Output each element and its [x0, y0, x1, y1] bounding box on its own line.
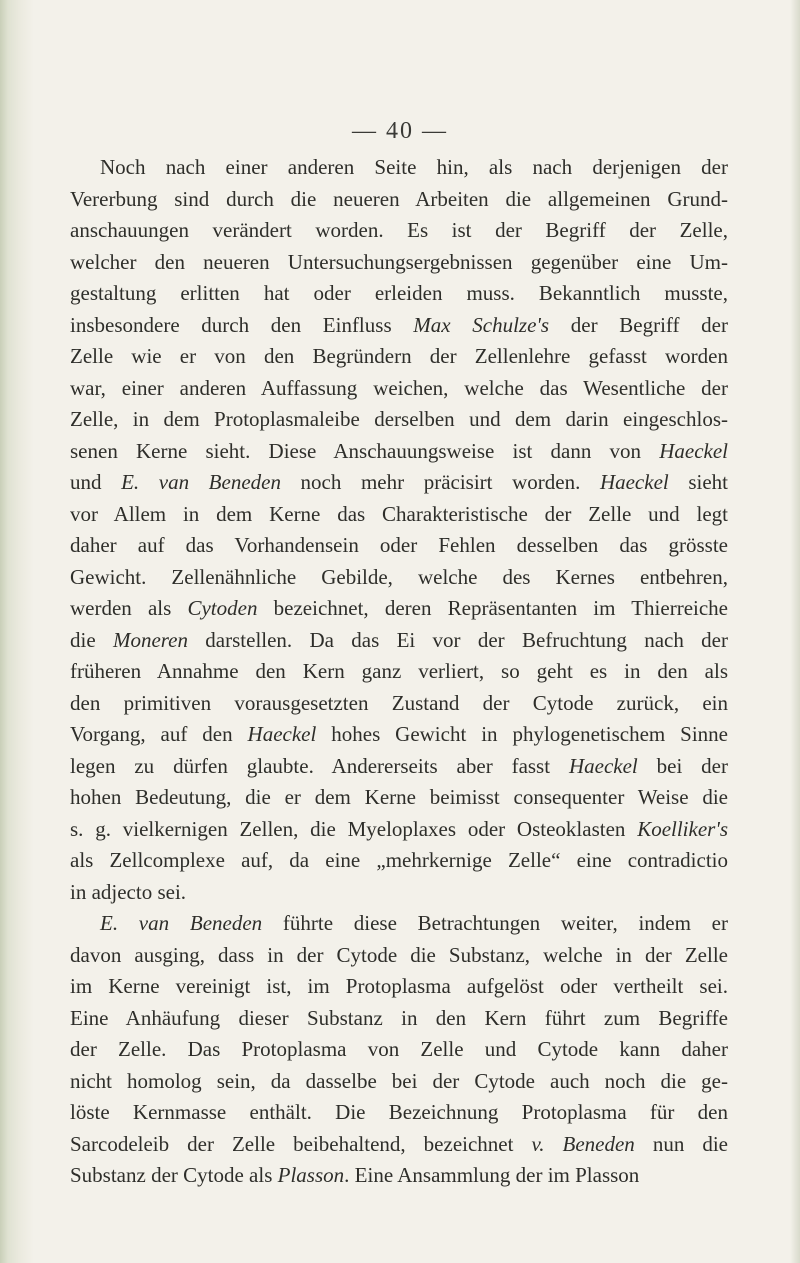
text-line	[70, 908, 728, 940]
text-run: Vorgang, auf den	[70, 722, 248, 746]
text-run: im Kerne vereinigt ist, im Protoplasma aufgelöst oder vertheilt sei.	[70, 974, 728, 998]
text-line	[70, 247, 728, 279]
text-line	[70, 593, 728, 625]
text-run: und	[70, 470, 122, 494]
text-line	[70, 656, 728, 688]
text-run: insbesondere durch den Einfluss	[70, 312, 414, 337]
text-line	[70, 1066, 728, 1098]
text-run: führte diese Betrachtungen weiter, indem er	[262, 911, 728, 935]
text-run: nicht homolog sein, da dasselbe bei der Cytode auch noch die ge-	[70, 1068, 728, 1093]
italic-name: Haeckel	[599, 470, 669, 494]
text-run: war, einer anderen Auffassung weichen, welche das Wesentliche der	[70, 375, 728, 400]
text-run: daher auf das Vorhandensein oder Fehlen desselben das grösste	[70, 533, 728, 557]
text-run: anschauungen verändert worden. Es ist der Begriff der Zelle,	[70, 218, 728, 242]
page-spine-shadow	[0, 0, 34, 1263]
text-line	[70, 814, 728, 846]
text-line	[70, 562, 728, 594]
text-run: vor Allem in dem Kerne das Charakteristische der Zelle und legt	[70, 501, 728, 526]
text-line	[70, 1034, 728, 1066]
paragraph	[70, 908, 728, 1192]
text-line	[70, 499, 728, 531]
text-line	[70, 940, 728, 972]
text-line	[70, 184, 728, 216]
text-run: bezeichnet, deren Repräsentanten im Thierreiche	[257, 596, 728, 620]
italic-name: Koelliker's	[637, 816, 728, 841]
text-line	[70, 877, 728, 909]
text-run: Vererbung sind durch die neueren Arbeiten die allgemeinen Grund-	[70, 186, 728, 211]
text-run: früheren Annahme den Kern ganz verliert, so geht es in den als	[70, 659, 728, 683]
text-line	[70, 1160, 728, 1192]
text-line	[70, 278, 728, 310]
text-run: löste Kernmasse enthält. Die Bezeichnung Protoplasma für den	[70, 1100, 728, 1124]
italic-name: v. Beneden	[531, 1131, 635, 1156]
text-run: Noch nach einer anderen Seite hin, als nach derjenigen der	[100, 155, 728, 179]
text-run: in adjecto sei.	[70, 879, 187, 904]
text-run: hohes Gewicht in phylogenetischem Sinne	[316, 722, 728, 746]
text-run: Sarcodeleib der Zelle beibehaltend, bezeichnet	[70, 1131, 532, 1156]
text-run: Substanz der Cytode als	[70, 1163, 278, 1187]
text-line	[70, 1097, 728, 1129]
text-run: als Zellcomplexe auf, da eine „mehrkernige Zelle“ eine contradictio	[70, 848, 728, 872]
text-line	[70, 751, 728, 783]
text-run: welcher den neueren Untersuchungsergebnissen gegenüber eine Um-	[70, 249, 728, 274]
text-run: noch mehr präcisirt worden.	[280, 470, 600, 494]
text-line	[70, 310, 728, 342]
text-line	[70, 688, 728, 720]
text-line	[70, 467, 728, 499]
text-run: sieht	[668, 470, 728, 494]
text-run: Zelle, in dem Protoplasmaleibe derselben und dem darin eingeschlos-	[70, 407, 728, 431]
text-run: werden als	[70, 596, 188, 620]
text-line	[70, 625, 728, 657]
text-run: Zelle wie er von den Begründern der Zellenlehre gefasst worden	[70, 344, 728, 368]
italic-name: Haeckel	[568, 753, 638, 778]
text-run: senen Kerne sieht. Diese Anschauungsweise ist dann von	[70, 438, 660, 463]
text-run: nun die	[634, 1131, 729, 1156]
text-run: hohen Bedeutung, die er dem Kerne beimisst consequenter Weise die	[70, 785, 728, 809]
text-run: die	[70, 627, 113, 652]
page-number: — 40 —	[352, 118, 448, 144]
text-line	[70, 719, 728, 751]
italic-name: Plasson	[277, 1163, 345, 1187]
text-run: Gewicht. Zellenähnliche Gebilde, welche des Kernes entbehren,	[70, 564, 728, 589]
text-run: der Zelle. Das Protoplasma von Zelle und Cytode kann daher	[70, 1037, 728, 1061]
text-line	[70, 152, 728, 184]
text-run: darstellen. Da das Ei vor der Befruchtung nach der	[188, 627, 728, 652]
text-line	[70, 373, 728, 405]
paragraph	[70, 152, 728, 908]
body-text	[70, 152, 728, 1192]
italic-name: E. van Beneden	[100, 911, 263, 935]
text-line	[70, 1003, 728, 1035]
text-line	[70, 341, 728, 373]
text-run: bei der	[637, 753, 728, 778]
text-line	[70, 215, 728, 247]
text-run: gestaltung erlitten hat oder erleiden muss. Bekanntlich musste,	[70, 281, 728, 305]
text-line	[70, 404, 728, 436]
text-run: den primitiven vorausgesetzten Zustand der Cytode zurück, ein	[70, 690, 728, 715]
text-line	[70, 971, 728, 1003]
italic-name: Haeckel	[247, 722, 317, 746]
text-line	[70, 436, 728, 468]
text-run: s. g. vielkernigen Zellen, die Myeloplaxes oder Osteoklasten	[70, 816, 638, 841]
italic-name: Max Schulze's	[413, 312, 550, 337]
italic-name: E. van Beneden	[121, 470, 281, 494]
italic-name: Cytoden	[187, 596, 258, 620]
text-run: legen zu dürfen glaubte. Andererseits aber fasst	[70, 753, 569, 778]
text-run: der Begriff der	[549, 312, 728, 337]
page-edge-shadow	[790, 0, 800, 1263]
text-line	[70, 530, 728, 562]
text-line	[70, 782, 728, 814]
italic-name: Moneren	[112, 627, 188, 652]
text-line	[70, 1129, 728, 1161]
text-run: . Eine Ansammlung der im Plasson	[344, 1163, 640, 1187]
text-run: Eine Anhäufung dieser Substanz in den Kern führt zum Begriffe	[70, 1005, 728, 1030]
italic-name: Haeckel	[659, 438, 728, 463]
text-run: davon ausging, dass in der Cytode die Substanz, welche in der Zelle	[70, 942, 728, 967]
text-line	[70, 845, 728, 877]
